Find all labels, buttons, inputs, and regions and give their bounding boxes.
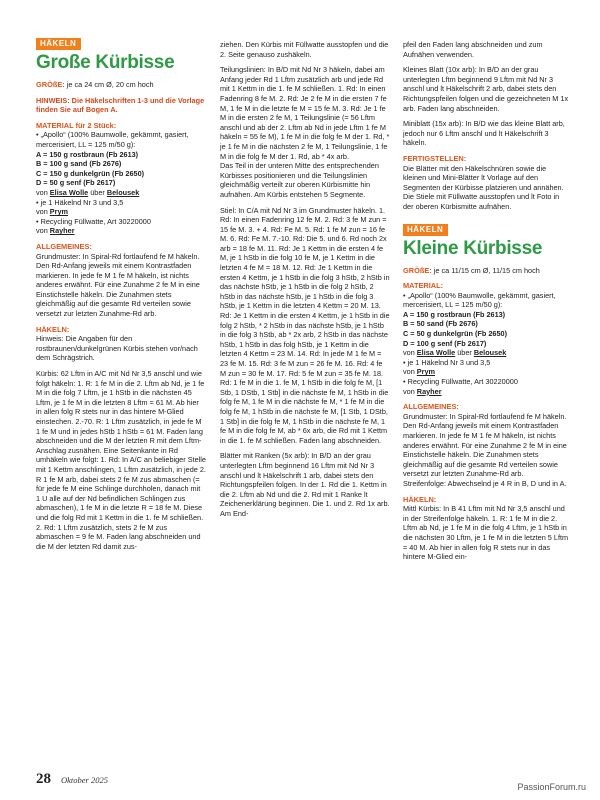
fill-line: • Recycling Füllwatte, Art 30220000 xyxy=(403,377,518,387)
paragraph: ziehen. Den Kürbis mit Füllwatte ausstopfen und die 2. Seite genauso zushäkeln. xyxy=(220,40,389,59)
material-line: A = 150 g rostbraun (Fb 2613) xyxy=(36,149,139,159)
material-line: D = 50 g senf (Fb 2617) xyxy=(36,178,116,188)
material-line: B = 50 sand (Fb 2676) xyxy=(403,319,478,329)
supplier-line: von Prym xyxy=(36,207,69,217)
general-heading: ALLGEMEINES: xyxy=(36,241,92,251)
supplier-line: von Rayher xyxy=(36,226,75,236)
pattern-title: Große Kürbisse xyxy=(36,52,175,73)
material-line: • „Apollo“ (100% Baumwolle, gekämmt, gasiert, mercerisiert, LL = 125 m/50 g): xyxy=(403,290,556,310)
fill-line: • Recycling Füllwatte, Art 30220000 xyxy=(36,216,151,226)
material-line: B = 100 g sand (Fb 2676) xyxy=(36,159,122,169)
material-line: C = 50 g dunkelgrün (Fb 2650) xyxy=(403,329,508,339)
size-line xyxy=(36,80,206,90)
material-heading: MATERIAL für 2 Stück: xyxy=(36,120,117,130)
section-tag: HÄKELN xyxy=(36,38,81,50)
hook-line: • je 1 Häkelnd Nr 3 und 3,5 xyxy=(403,357,491,367)
column-right xyxy=(403,40,571,562)
material-line: C = 150 g dunkelgrün (Fb 2650) xyxy=(36,168,145,178)
pumpkin-instructions: Kürbis: 62 Lftm in A/C mit Nd Nr 3,5 anschl und wie folgt häkeln: 1. R: 1 fe M in die 2. Lftm ab Nd, je 1 fe M in die folg 7 Lftm, je 1 hStb in die nächsten 45 Lftm, je 1 fe M in die letzten 8 Lftm = 61 M. Ab hier in allen folg R stets nur in das hintere M-Glied einstechen. 2.-70. R: 1 Lftm zusätzlich, in jede fe M 1 fe M und in jedes hStb 1 hStb = 61 M. Faden lang abschneiden und die M der letzten R mit dem Lftm-Anschlag zusnähen. Eine Seitenkante in Rd umhäkeln wie folgt: 1. Rd: In A/C an beliebiger Stelle mit 1 Kettm anschlingen, 1 Lftm zusätzlich, in jede 2. R 1 fe M arb, dabei stets 2 fe M zus abmaschen (= für jede fe M eine Schlinge durchholen, danach mit 1 U alle auf der Nd befindlichen Schlingen zus abmaschen), 1 fe M in die letzte R = 18 fe M. Diese und die folg Rd mit 1 Kettm in die 1. fe M schließen. 2. Rd: 1 Lftm zusätzlich, stets 2 fe M zus abmaschen = 9 fe M. Faden lang abschneiden und die M der letzten Rd damit zus- xyxy=(36,369,206,551)
hook-line: • je 1 Häkelnd Nr 3 und 3,5 xyxy=(36,197,124,207)
watermark: PassionForum.ru xyxy=(517,782,586,792)
issue-date: Oktober 2025 xyxy=(61,775,108,785)
crochet-hint: Hinweis: Die Angaben für den rostbraunen/dunkelgrünen Kürbis stehen vor/nach dem Schrägstrich. xyxy=(36,334,198,363)
mini-leaf-text: Miniblatt (15x arb): In B/D wie das kleine Blatt arb, jedoch nur 6 Lftm anschl und lt Häkelschrift 3 häkeln. xyxy=(403,119,565,148)
dividing-lines-text: Teilungslinien: In B/D mit Nd Nr 3 häkeln, dabei am Anfang jeder Rd 1 Lftm zusätzlich arb und jede Rd mit 1 Kettm in die 1. fe M schließen. 1. Rd: In einen Fadenring 8 fe M. 2. Rd: Je 2 fe M in die ersten 7 fe M, 1 fe M in die letzte fe M = 15 fe M. 3. Rd: Je 1 fe M in die ersten 2 fe M, 1 Teilungslinie (= 56 Lftm anschl und ab der 2. Lftm ab Nd in jede Lftm 1 fe M häkeln = 55 fe M), 1 fe M in die folg fe M der 1. Rd, * je 1 fe M in die nächsten 2 fe M, 1 Teilungslinie, 1 fe M in die folg fe M der 1. Rd, ab * 4x arb. xyxy=(220,65,390,161)
supplier-line: von Elisa Wolle über Belousek xyxy=(403,348,507,358)
hint-text: HINWEIS: Die Häkelschriften 1-3 und die Vorlage finden Sie auf Bogen A. xyxy=(36,95,205,115)
column-middle xyxy=(220,40,390,519)
supplier-line: von Rayher xyxy=(403,386,442,396)
pattern-title: Kleine Kürbisse xyxy=(403,237,543,259)
material-heading: MATERIAL: xyxy=(403,281,444,291)
crochet-heading: HÄKELN: xyxy=(403,494,437,504)
material-line: A = 150 g rostbraun (Fb 2613) xyxy=(403,309,506,319)
paragraph: Das Teil in der unteren Mitte des entsprechenden Kürbisses positionieren und die Teilungslinien gleichmäßig verteilt zur oberen Kürbismitte hin aufnähen. Am Kürbis entstehen 5 Segmente. xyxy=(220,161,379,199)
general-text: Grundmuster: In Spiral-Rd fortlaufend fe M häkeln. Den Rd-Anfang jeweils mit einem Kontrastfaden markieren. In jede fe M 1 fe M häkeln, ist nichts anderes erwähnt. Für eine Zunahme 2 fe M in eine Einstichstelle häkeln. Die Zunahmen stets gleichmäßig auf die gesamte Rd verteilen sowie versetzt zur letzten Zunahme-Rd arb. xyxy=(36,251,200,319)
medium-pumpkin-instructions: Mittl Kürbis: In B 41 Lftm mit Nd Nr 3,5 anschl und in der Streifenfolge häkeln. 1. R: 1 fe M in die 2. Lftm ab Nd, je 1 fe M in die folg 4 Lftm, je 1 hStb in die nächsten 30 Lftm, je 1 fe M in die letzten 5 Lftm = 40 M. Ab hier in allen folg R stets nur in das hintere M-Glied ein- xyxy=(403,504,569,562)
supplier-line: von Elisa Wolle über Belousek xyxy=(36,187,140,197)
leaves-instructions: Blätter mit Ranken (5x arb): In B/D an der grau unterlegten Lftm beginnend 16 Lftm mit Nd Nr 3 anschl und lt Häkelschrift 1 arb, dabei stets den Richtungspfeilen folgen. In der 1. Rd die 1. Kettm in die 2. Lftm ab Nd und die 2. Rd mit 1 Ranke lt Zeichenerklärung beginnen. Die 1. und 2. Rd 1x arb. Am End- xyxy=(220,451,390,518)
size-label: GRÖßE: xyxy=(36,80,65,89)
material-line: D = 100 g senf (Fb 2617) xyxy=(403,338,487,348)
size-label: GRÖßE: xyxy=(403,265,432,275)
page-number: 28 xyxy=(36,771,51,787)
material-line: • „Apollo“ (100% Baumwolle, gekämmt, gasiert, mercerisiert, LL = 125 m/50 g): xyxy=(36,130,189,149)
size-line xyxy=(403,266,571,276)
stripe-sequence: Streifenfolge: Abwechselnd je 4 R in B, D und in A. xyxy=(403,478,567,488)
finishing-text: Die Blätter mit den Häkelschnüren sowie die kleinen und Mini-Blätter lt Vorlage auf den Segmenten der Kürbisse platzieren und annähen. Die Stiele mit Füllwatte ausstopfen und lt Foto in der oberen Kürbismitte aufnähen. xyxy=(403,163,564,211)
section-tag: HÄKELN xyxy=(403,224,448,236)
general-heading: ALLGEMEINES: xyxy=(403,402,459,412)
paragraph: pfeil den Faden lang abschneiden und zum Aufnähen verwenden. xyxy=(403,40,543,59)
column-left xyxy=(36,38,206,551)
page-footer xyxy=(36,770,108,788)
supplier-line: von Prym xyxy=(403,367,436,377)
finishing-heading: FERTIGSTELLEN: xyxy=(403,153,467,163)
size-text: je ca 24 cm Ø, 20 cm hoch xyxy=(64,80,154,89)
crochet-heading: HÄKELN: xyxy=(36,324,70,334)
small-leaf-text: Kleines Blatt (10x arb): In B/D an der grau unterlegten Lftm beginnend 9 Lftm mit Nd Nr 3 anschl und lt Häkelschrift 2 arb, dabei stets den Richtungspfeilen folgen und die gezeichneten M 1x arb. Faden lang abschneiden. xyxy=(403,65,569,113)
size-text: je ca 11/15 cm Ø, 11/15 cm hoch xyxy=(431,265,540,275)
stem-instructions: Stiel: In C/A mit Nd Nr 3 im Grundmuster häkeln. 1. Rd: In einen Fadenring 12 fe M. 2. Rd: 3 fe M zun = 15 fe M. 3. + 4. Rd: Fe M. 5. Rd: 1 fe M zun = 16 fe M. 6. Rd: Fe M. 7.-10. Rd: Die 5. und 6. Rd noch 2x arb = 18 fe M. 11. Rd: Je 1 Kettm in die ersten 4 fe M, je 1 hStb in die folg 10 fe M, je 1 Kettm in die letzten 4 fe M = 18 M. 12. Rd: Je 1 Kettm in die ersten 4 Kettm, je 1 hStb in die folg 3 hStb, 2 hStb in das nächste hStb, je 1 hStb in die folg 2 hStb, 2 hStb in das nächste hStb, je 1 hStb in die folg 3 hStb, je 1 Kettm in die letzten 4 Kettm = 20 M. 13. Rd: Je 1 Kettm in die ersten 4 Kettm, je 1 hStb in die folg 2 hStb, * 2 hStb in das nächste hStb, je 1 hStb in die folg 3 hStb, ab * 2x arb, 2 hStb in das nächste hStb, 1 hStb in das folg hStb, je 1 Kettm in die letzten 4 Kettm = 23 M. 14. Rd: In jede M 1 fe M = 23 fe M. 15. Rd: 3 fe M zun = 26 fe M. 16. Rd: 4 fe M zun = 30 fe M. 17. Rd: 5 fe M zun = 35 fe M. 18. Rd: 1 fe M in die 1. fe M, 1 hStb in die folg fe M, [1 Stb, 1 DStb, 1 Stb] in die nächste fe M, 1 hStb in die folg fe M, 1 fe M in die nächste fe M, * 1 fe M in die folg fe M, 1 hStb in die nächste fe M, [1 Stb, 1 DStb, 1 Stb] in die folg fe M, 1 hStb in die nächste fe M, 1 fe M in die folg fe M, ab * 6x arb, die Rd mit 1 Kettm in die 1. fe M schließen. Faden lang abschneiden. xyxy=(220,205,390,445)
general-text: Grundmuster: In Spiral-Rd fortlaufend fe M häkeln. Den Rd-Anfang jeweils mit einem Kontrastfaden markieren. In jede fe M 1 fe M häkeln, ist nichts anderes erwähnt. Für eine Zunahme 2 fe M in eine Einstichstelle häkeln. Die Zunahmen stets gleichmäßig auf die gesamte Rd verteilen sowie versetzt zur letzten Zunahme-Rd arb. xyxy=(403,411,567,479)
